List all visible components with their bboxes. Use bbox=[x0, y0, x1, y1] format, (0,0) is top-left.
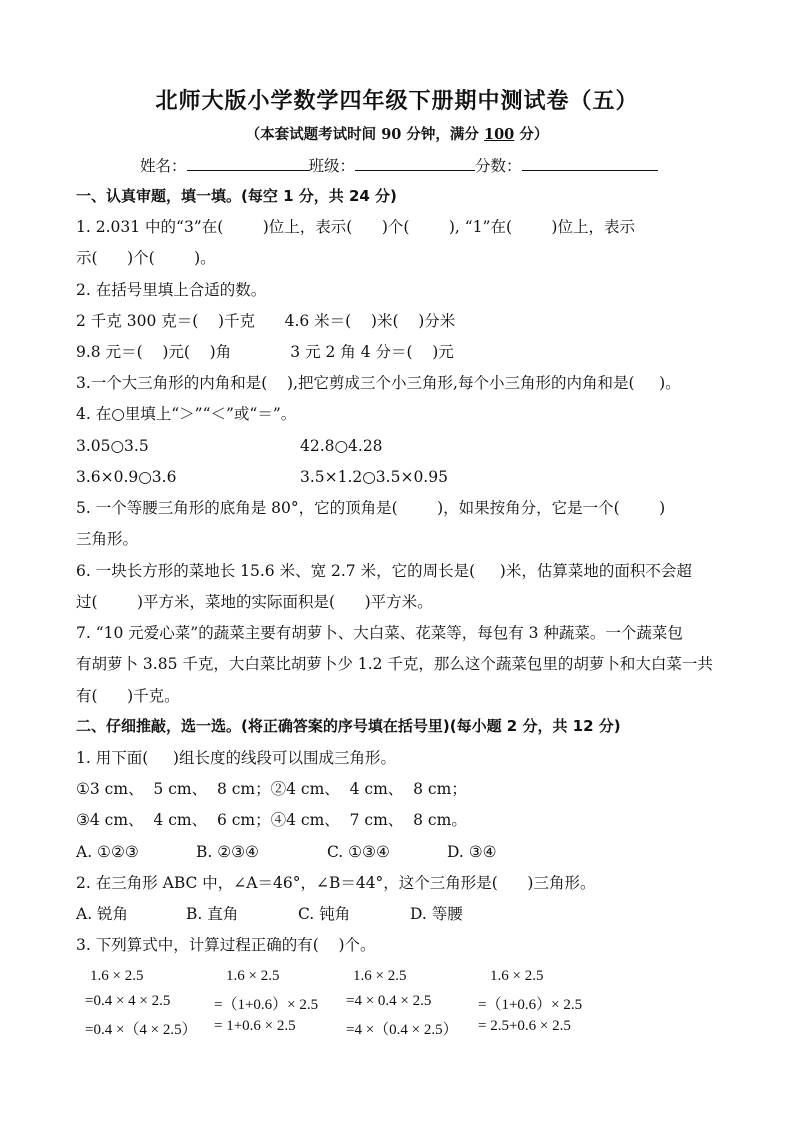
s1-compare-c: 3.6×0.9○3.6 bbox=[76, 468, 177, 486]
s2-q2-choice-c: C. 钝角 bbox=[298, 905, 351, 923]
name-blank[interactable] bbox=[187, 156, 309, 171]
s2-q3: 3. 下列算式中，计算过程正确的有( )个。 bbox=[76, 936, 376, 954]
s1-line-13: 三角形。 bbox=[76, 530, 139, 548]
s2-q1-choice-d: D. ③④ bbox=[447, 843, 497, 861]
s1-compare-a: 3.05○3.5 bbox=[76, 437, 149, 455]
exam-subtitle bbox=[0, 123, 794, 144]
s2-q1-options-2: ③4 cm、 4 cm、 6 cm；④4 cm、 7 cm、 8 cm。 bbox=[76, 811, 467, 829]
name-label: 姓名： bbox=[140, 157, 187, 175]
s1-line-5: 9.8 元＝( )元( )角 3 元 2 角 4 分＝( )元 bbox=[76, 343, 454, 361]
s2-q1: 1. 用下面( )组长度的线段可以围成三角形。 bbox=[76, 749, 396, 767]
expr-2-line-3: = 1+0.6 × 2.5 bbox=[214, 1018, 296, 1034]
s2-q1-choice-a: A. ①②③ bbox=[76, 843, 139, 861]
s1-line-14: 6. 一块长方形的菜地长 15.6 米、宽 2.7 米，它的周长是( )米，估算菜地的面积不会超 bbox=[76, 562, 692, 580]
expr-4-line-1: 1.6 × 2.5 bbox=[490, 968, 544, 984]
expr-1-line-2: =0.4 × 4 × 2.5 bbox=[85, 993, 171, 1009]
s1-line-7: 4. 在○里填上“＞”“＜”或“＝”。 bbox=[76, 405, 297, 423]
expr-4-line-2: =（1+0.6）× 2.5 bbox=[478, 997, 583, 1013]
score-label: 分数： bbox=[475, 157, 522, 175]
s2-q2-choice-d: D. 等腰 bbox=[410, 905, 463, 923]
s1-line-6: 3.一个大三角形的内角和是( ),把它剪成三个小三角形,每个小三角形的内角和是( )。 bbox=[76, 374, 681, 392]
s1-line-17: 有胡萝卜 3.85 千克，大白菜比胡萝卜少 1.2 千克，那么这个蔬菜包里的胡萝卜和大白菜一共 bbox=[76, 655, 713, 673]
s1-line-2: 示( )个( )。 bbox=[76, 249, 216, 267]
score-blank[interactable] bbox=[522, 156, 658, 171]
class-label: 班级： bbox=[308, 157, 356, 175]
subtitle-after: 分） bbox=[514, 126, 549, 143]
s1-line-16: 7. “10 元爱心菜”的蔬菜主要有胡萝卜、大白菜、花菜等，每包有 3 种蔬菜。一个蔬菜包 bbox=[76, 624, 683, 642]
expr-4-line-3: = 2.5+0.6 × 2.5 bbox=[478, 1018, 571, 1034]
s2-q1-choice-b: B. ②③④ bbox=[196, 843, 259, 861]
expr-3-line-1: 1.6 × 2.5 bbox=[353, 968, 407, 984]
subtitle-score: 100 bbox=[483, 126, 515, 143]
s1-line-1: 1. 2.031 中的“3”在( )位上，表示( )个( ), “1”在( )位上，表示 bbox=[76, 218, 635, 236]
s1-compare-d: 3.5×1.2○3.5×0.95 bbox=[300, 468, 448, 486]
s1-line-18: 有( )千克。 bbox=[76, 687, 180, 705]
s2-q1-choice-c: C. ①③④ bbox=[327, 843, 390, 861]
expr-3-line-2: =4 × 0.4 × 2.5 bbox=[346, 993, 432, 1009]
s2-q2: 2. 在三角形 ABC 中，∠A＝46°，∠B＝44°，这个三角形是( )三角形。 bbox=[76, 874, 596, 892]
s1-line-15: 过( )平方米，菜地的实际面积是( )平方米。 bbox=[76, 593, 433, 611]
s2-q2-choice-b: B. 直角 bbox=[186, 905, 239, 923]
class-blank[interactable] bbox=[355, 156, 475, 171]
section1-heading: 一、认真审题，填一填。(每空 1 分，共 24 分) bbox=[76, 187, 397, 205]
expr-1-line-1: 1.6 × 2.5 bbox=[90, 968, 144, 984]
expr-1-line-3: =0.4 ×（4 × 2.5） bbox=[85, 1022, 197, 1038]
s1-compare-b: 42.8○4.28 bbox=[300, 437, 383, 455]
expr-2-line-1: 1.6 × 2.5 bbox=[226, 968, 280, 984]
expr-2-line-2: =（1+0.6）× 2.5 bbox=[214, 997, 319, 1013]
s1-line-12: 5. 一个等腰三角形的底角是 80°，它的顶角是( )，如果按角分，它是一个( ) bbox=[76, 499, 666, 517]
s2-q1-options-1: ①3 cm、 5 cm、 8 cm；②4 cm、 4 cm、 8 cm； bbox=[76, 780, 467, 798]
subtitle-before: （本套试题考试时间 90 分钟，满分 bbox=[245, 126, 484, 143]
student-info-row bbox=[140, 154, 658, 176]
section2-heading: 二、仔细推敲，选一选。(将正确答案的序号填在括号里)(每小题 2 分，共 12 分) bbox=[76, 717, 621, 735]
page-title: 北师大版小学数学四年级下册期中测试卷（五） bbox=[155, 88, 639, 114]
s2-q2-choice-a: A. 锐角 bbox=[76, 905, 129, 923]
s1-line-4: 2 千克 300 克＝( )千克 4.6 米＝( )米( )分米 bbox=[76, 312, 456, 330]
s1-line-3: 2. 在括号里填上合适的数。 bbox=[76, 281, 267, 299]
expr-3-line-3: =4 ×（0.4 × 2.5） bbox=[346, 1022, 458, 1038]
